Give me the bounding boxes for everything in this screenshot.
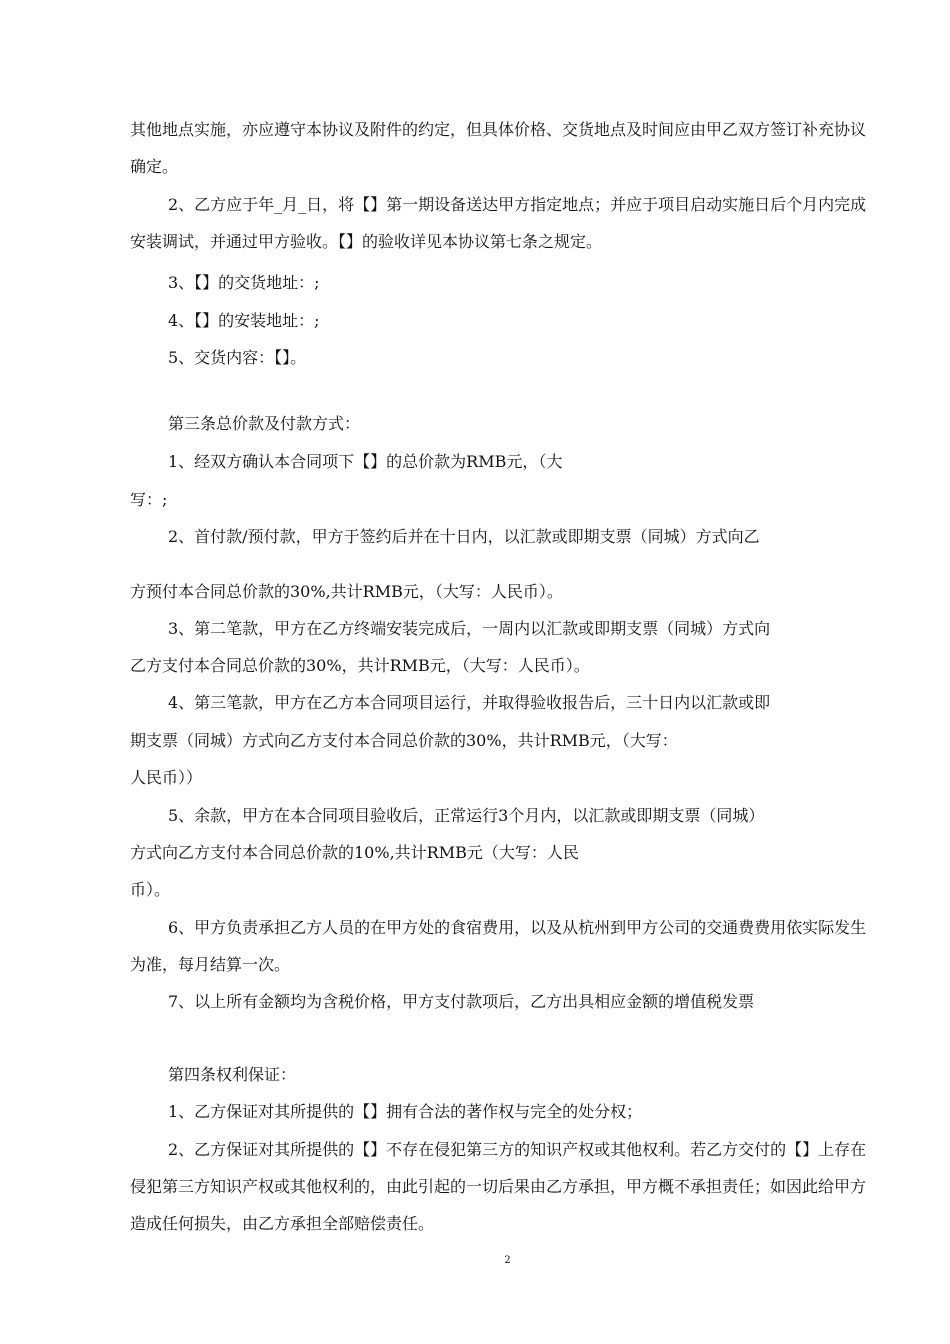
text-line: 6、甲方负责承担乙方人员的在甲方处的食宿费用，以及从杭州到甲方公司的交通费费用依实际发生	[168, 918, 867, 937]
text-line: 确定。	[130, 157, 179, 176]
text-line: 侵犯第三方知识产权或其他权利的，由此引起的一切后果由乙方承担，甲方概不承担责任；如因此给甲方	[130, 1177, 867, 1196]
text-line: 7、以上所有金额均为含税价格，甲方支付款项后，乙方出具相应金额的增值税发票	[168, 992, 755, 1011]
section-heading: 第四条权利保证：	[168, 1065, 297, 1084]
text-line: 其他地点实施，亦应遵守本协议及附件的约定，但具体价格、交货地点及时间应由甲乙双方签订补充协议	[130, 120, 867, 139]
page-number: 2	[504, 1255, 511, 1266]
text-line: 造成任何损失，由乙方承担全部赔偿责任。	[130, 1214, 435, 1233]
text-line: 写：;	[130, 490, 168, 509]
text-line: 期支票（同城）方式向乙方支付本合同总价款的30%，共计RMB元，（大写：	[130, 731, 678, 750]
text-line: 5、交货内容：【】。	[168, 348, 307, 367]
text-line: 4、第三笔款，甲方在乙方本合同项目运行，并取得验收报告后，三十日内以汇款或即	[168, 693, 771, 712]
text-line: 方式向乙方支付本合同总价款的10%,共计RMB元（大写：人民	[130, 843, 579, 862]
text-line: 4、【】的安装地址：;	[168, 311, 320, 330]
text-line: 5、余款，甲方在本合同项目验收后，正常运行3个月内，以汇款或即期支票（同城）	[168, 806, 765, 825]
text-line: 为准，每月结算一次。	[130, 955, 291, 974]
text-line: 1、乙方保证对其所提供的【】拥有合法的著作权与完全的处分权；	[168, 1102, 643, 1121]
section-heading: 第三条总价款及付款方式：	[168, 414, 361, 433]
text-line: 方预付本合同总价款的30%,共计RMB元，（大写：人民币）。	[130, 582, 563, 601]
text-line: 币）。	[130, 880, 171, 899]
text-line: 1、经双方确认本合同项下【】的总价款为RMB元，（大	[168, 452, 563, 471]
text-line: 2、乙方应于年_月_日，将【】第一期设备送达甲方指定地点；并应于项目启动实施日后个月内完成	[168, 195, 867, 214]
text-line: 3、第二笔款，甲方在乙方终端安装完成后，一周内以汇款或即期支票（同城）方式向	[168, 619, 771, 638]
text-line: 2、首付款/预付款，甲方于签约后并在十日内，以汇款或即期支票（同城）方式向乙	[168, 527, 760, 546]
text-line: 人民币））	[130, 768, 203, 787]
text-line: 乙方支付本合同总价款的30%，共计RMB元，（大写：人民币）。	[130, 656, 590, 675]
text-line: 安装调试，并通过甲方验收。【】的验收详见本协议第七条之规定。	[130, 232, 603, 251]
text-line: 3、【】的交货地址：;	[168, 273, 320, 292]
text-line: 2、乙方保证对其所提供的【】不存在侵犯第三方的知识产权或其他权利。若乙方交付的【】上存在	[168, 1140, 867, 1159]
